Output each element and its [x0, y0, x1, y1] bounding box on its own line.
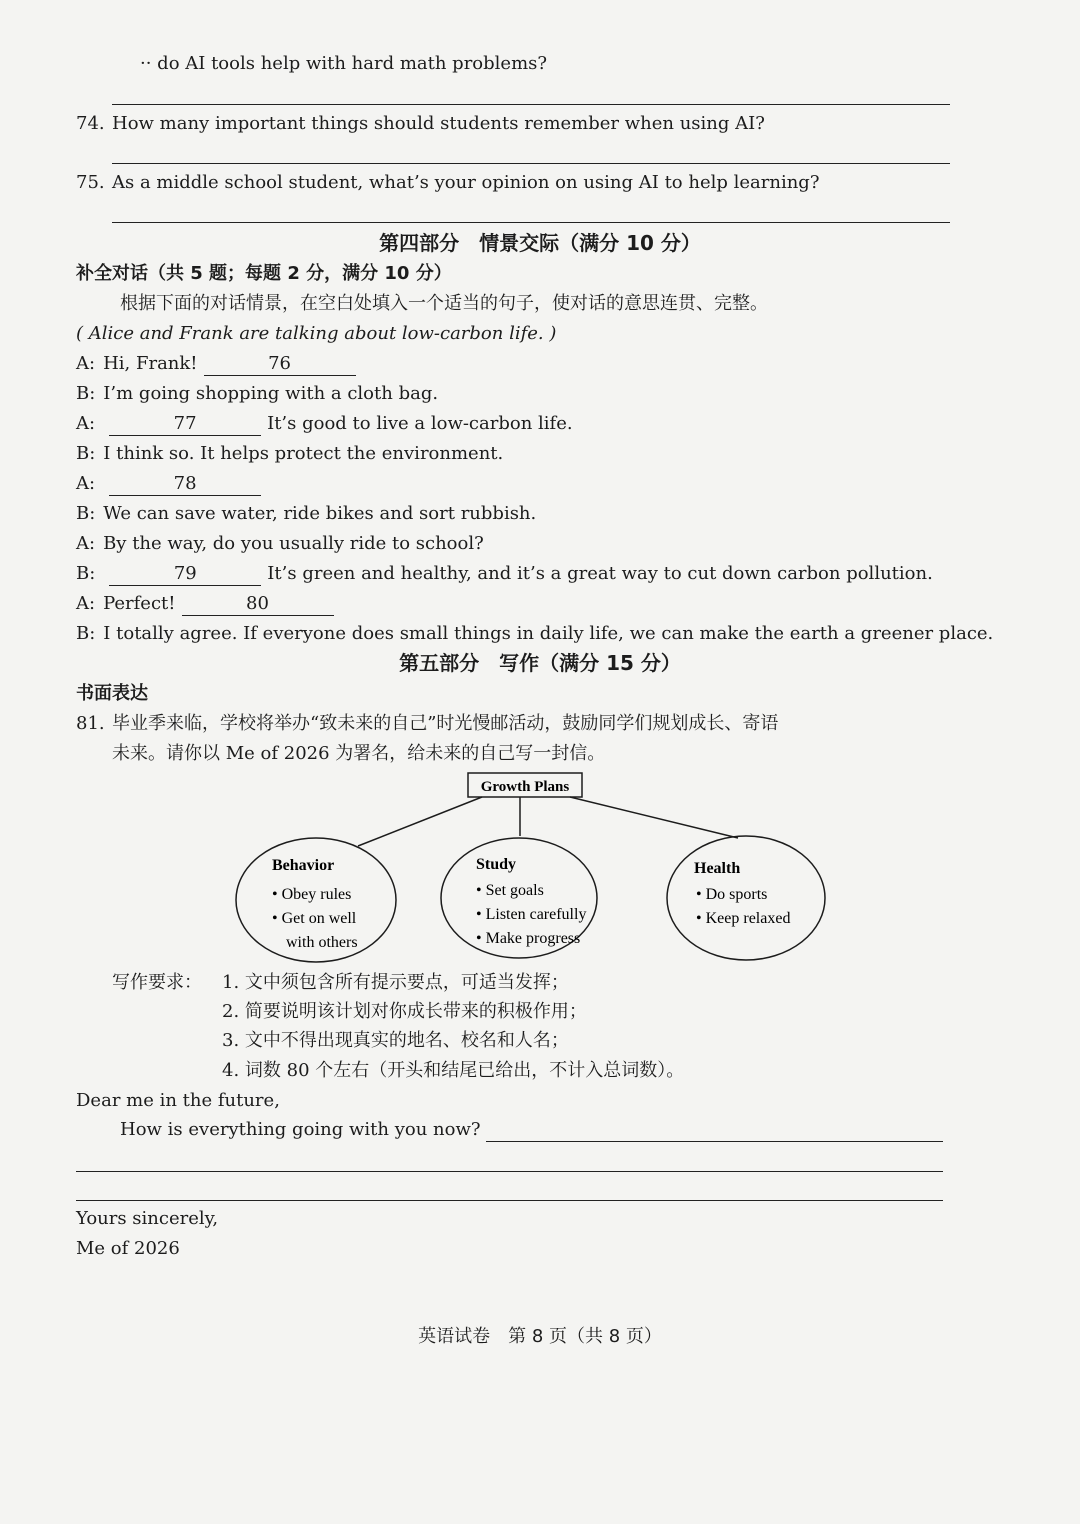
letter-opening: How is everything going with you now?: [120, 1119, 481, 1140]
answer-blank-76[interactable]: 76: [204, 353, 356, 376]
requirements-label: 写作要求：: [112, 972, 202, 993]
dialogue-line: [76, 382, 438, 406]
dialogue-text: We can save water, ride bikes and sort rubbish.: [103, 503, 537, 524]
letter-line-3[interactable]: [76, 1200, 943, 1201]
study-item-1: • Set goals: [476, 882, 544, 899]
letter-greeting: Dear me in the future,: [76, 1090, 280, 1111]
speaker-label: A:: [76, 533, 96, 554]
question-73-text: ·· do AI tools help with hard math problems?: [140, 53, 548, 74]
speaker-label: B:: [76, 503, 96, 524]
dialogue-context: ( Alice and Frank are talking about low-carbon life. ): [76, 323, 557, 344]
growth-plans-diagram: [230, 770, 840, 970]
requirement-1: 1. 文中须包含所有提示要点，可适当发挥；: [222, 972, 569, 993]
dialogue-line: [76, 562, 933, 586]
requirement-3: 3. 文中不得出现真实的地名、校名和人名；: [222, 1030, 569, 1051]
dialogue-line: [76, 532, 484, 556]
study-item-2: • Listen carefully: [476, 906, 587, 923]
letter-line-1[interactable]: [486, 1141, 943, 1142]
dialogue-text: It’s green and healthy, and it’s a great way to cut down carbon pollution.: [267, 563, 933, 584]
dialogue-line: [76, 412, 573, 436]
speaker-label: B:: [76, 383, 96, 404]
health-title: Health: [694, 860, 741, 877]
dialogue-line: [76, 592, 340, 616]
speaker-label: A:: [76, 413, 96, 434]
dialogue-text: I think so. It helps protect the environment.: [103, 443, 504, 464]
question-75-text: As a middle school student, what’s your opinion on using AI to help learning?: [112, 172, 820, 193]
answer-blank-77[interactable]: 77: [109, 413, 261, 436]
speaker-label: B:: [76, 563, 96, 584]
speaker-label: B:: [76, 443, 96, 464]
question-74-text: How many important things should students remember when using AI?: [112, 113, 765, 134]
answer-line-73[interactable]: [112, 104, 950, 105]
letter-line-2[interactable]: [76, 1171, 943, 1172]
dialogue-line: [76, 352, 362, 376]
dialogue-line: [76, 502, 536, 526]
study-title: Study: [476, 856, 517, 873]
part4-instruction: 根据下面的对话情景，在空白处填入一个适当的句子，使对话的意思连贯、完整。: [120, 293, 768, 314]
dialogue-text: I totally agree. If everyone does small things in daily life, we can make the earth a greener place.: [103, 623, 994, 644]
answer-blank-80[interactable]: 80: [182, 593, 334, 616]
speaker-label: A:: [76, 353, 96, 374]
dialogue-text: It’s good to live a low-carbon life.: [267, 413, 573, 434]
health-item-1: • Do sports: [696, 886, 768, 903]
dialogue-text: Perfect!: [103, 593, 176, 614]
answer-blank-79[interactable]: 79: [109, 563, 261, 586]
dialogue-text: I’m going shopping with a cloth bag.: [103, 383, 439, 404]
dialogue-text: Hi, Frank!: [103, 353, 198, 374]
letter-signature: Me of 2026: [76, 1238, 180, 1259]
question-81-number: 81.: [76, 713, 105, 734]
answer-line-74[interactable]: [112, 163, 950, 164]
connector-health: [570, 797, 738, 838]
requirement-4: 4. 词数 80 个左右（开头和结尾已给出，不计入总词数）。: [222, 1060, 685, 1081]
root-label: Growth Plans: [480, 779, 570, 795]
dialogue-line: [76, 472, 267, 496]
question-74-number: 74.: [76, 113, 105, 134]
study-item-3: • Make progress: [476, 930, 581, 947]
question-81-line2: 未来。请你以 Me of 2026 为署名，给未来的自己写一封信。: [112, 743, 606, 764]
dialogue-text: By the way, do you usually ride to school?: [103, 533, 484, 554]
behavior-item-3: with others: [286, 934, 358, 951]
dialogue-line: [76, 442, 503, 466]
question-81-line1: 毕业季来临，学校将举办“致未来的自己”时光慢邮活动，鼓励同学们规划成长、寄语: [112, 713, 779, 734]
dialogue-line: [76, 622, 993, 646]
connector-behavior: [358, 797, 482, 846]
answer-blank-78[interactable]: 78: [109, 473, 261, 496]
behavior-item-2: • Get on well: [272, 910, 357, 927]
speaker-label: B:: [76, 623, 96, 644]
health-item-2: • Keep relaxed: [696, 910, 791, 927]
part5-heading: 第五部分 写作（满分 15 分）: [399, 651, 681, 675]
requirement-2: 2. 简要说明该计划对你成长带来的积极作用；: [222, 1001, 587, 1022]
speaker-label: A:: [76, 593, 96, 614]
part4-heading: 第四部分 情景交际（满分 10 分）: [379, 231, 701, 255]
page-footer: 英语试卷 第 8 页（共 8 页）: [418, 1326, 662, 1347]
answer-line-75[interactable]: [112, 222, 950, 223]
part4-subhead: 补全对话（共 5 题；每题 2 分，满分 10 分）: [76, 263, 452, 284]
speaker-label: A:: [76, 473, 96, 494]
behavior-item-1: • Obey rules: [272, 886, 352, 903]
letter-closing: Yours sincerely,: [76, 1208, 219, 1229]
question-75-number: 75.: [76, 172, 105, 193]
part5-subhead: 书面表达: [76, 683, 148, 704]
behavior-title: Behavior: [272, 857, 335, 874]
